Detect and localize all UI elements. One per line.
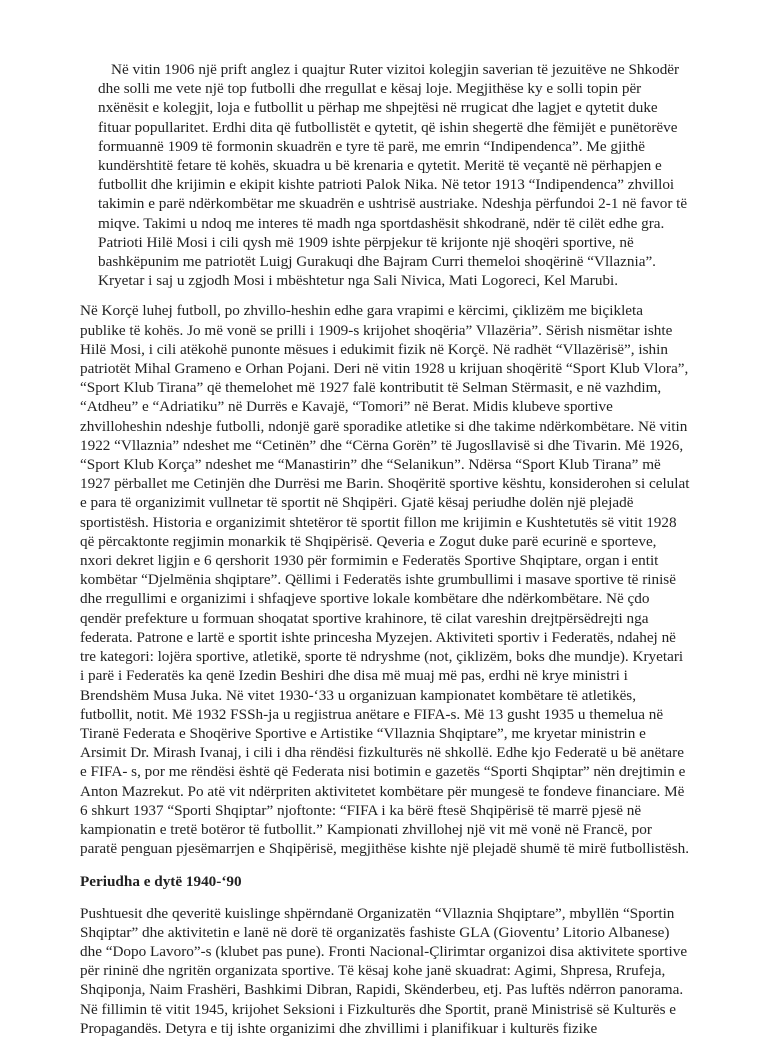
paragraph-history-korce: Në Korçë luhej futboll, po zhvillo-heshin edhe gara vrapimi e kërcimi, çiklizëm me biçikleta publike të kohës. Jo më vonë se prilli i 1909-s krijohet shoqëria” Vllazëria”. Sërish nismëtar ishte Hilë Mosi, i cili atëkohë punonte mësues i edukimit fizik në Korçë. Në radhët “Vllazërisë”, ishin patriotët Mihal Grameno e Orhan Pojani. Deri në vitin 1928 u krijuan shoqëritë “Sport Klub Vlora”, “Sport Klub Tirana” që themelohet më 1927 falë kontributit të Selman Stërmasit, e në vazhdim, “Atdheu” e “Adriatiku” në Durrës e Kavajë, “Tomori” në Berat. Midis klubeve sportive zhvilloheshin ndeshje futbolli, ndonjë garë sporadike atletike si dhe takime ndërkombëtare. Në vitin 1922 “Vllaznia” ndeshet me “Cetinën” dhe “Cërna Gorën” të Jugosllavisë si dhe Tivarin. Më 1926, “Sport Klub Korça” ndeshet me “Manastirin” dhe “Selanikun”. Ndërsa “Sport Klub Tirana” më 1927 përballet me Cetinjën dhe Durrësi me Barin. Shoqëritë sportive kështu, konsiderohen si celulat e para të organizimit vullnetar të sportit në Shqipëri. Gjatë kësaj periudhe dolën një plejadë sportistësh. Historia e organizimit shtetëror të sportit fillon me krijimin e Kushtetutës së vitit 1928 që përcaktonte regjimin monarkik të Shqipërisë. Qeveria e Zogut duke parë ecurinë e sporteve, nxori dekret ligjin e 6 qershorit 1930 për formimin e Federatës Sportive Shqiptare, organ i entit kombëtar “Djelmënia shqiptare”. Qëllimi i Federatës ishte grumbullimi i masave sportive të rinisë dhe rregullimi e organizimi i shfaqjeve sportive lokale kombëtare dhe ndërkombëtare. Në çdo qendër prefekture u formuan shoqatat sportive krahinore, të cilat vareshin drejtpërsëdrejti nga federata. Patrone e lartë e sportit ishte princesha Myzejen. Aktiviteti sportiv i Federatës, ndahej në tre kategori: lojëra sportive, atletikë, sporte të ndryshme (not, çiklizëm, boks dhe mundje). Kryetari i parë i Federatës ka qenë Izedin Beshiri dhe disa më muaj më pas, erdhi në krye ministri i Brendshëm Musa Juka. Në vitet 1930-‘33 u organizuan kampionatet kombëtare të atletikës, futbollit, notit. Më 1932 FSSh-ja u regjistrua anëtare e FIFA-s. Më 13 gusht 1935 u themelua në Tiranë Federata e Shoqërive Sportive e Artistike “Vllaznia Shqiptare”, me kryetar ministrin e Arsimit Dr. Mirash Ivanaj, i cili i dha rëndësi fizkulturës në shkollë. Edhe kjo Federatë u bë anëtare e FIFA- s, por me rëndësi është që Federata nisi botimin e gazetës “Sporti Shqiptar” nën drejtimin e Anton Mazrekut. Po atë vit ndërpriten aktivitetet kombëtare për mungesë te fondeve financiare. Më 6 shkurt 1937 “Sporti Shqiptar” njoftonte: “FIFA i ka bërë ftesë Shqipërisë të marrë pjesë në kampionatin e tretë botëror të futbollit.” Kampionati zhvillohej një vit më vonë në Francë, por paratë penguan pjesëmarrjen e Shqipërisë, megjithëse kishte një plejadë shumë të mirë futbollistësh. [80, 302, 690, 858]
paragraph-period-two: Pushtuesit dhe qeveritë kuislinge shpërndanë Organizatën “Vllaznia Shqiptare”, mbyllën “Sportin Shqiptar” dhe aktivitetin e lanë në dorë të organizatës fashiste GLA (Gioventu’ Litorio Albanese) dhe “Dopo Lavoro”-s (klubet pas pune). Fronti Nacional-Çlirimtar organizoi disa aktivitete sportive për rininë dhe ngritën organizata sportive. Të kësaj kohe janë skuadrat: Agimi, Shpresa, Rrufeja, Shqiponja, Naim Frashëri, Bashkimi Dibran, Rapidi, Skënderbeu, etj. Pas luftës ndërron panorama. Në fillimin të vitit 1945, krijohet Seksioni i Fizkulturës dhe Sportit, pranë Ministrisë së Kulturës e Propagandës. Detyra e tij ishte organizimi dhe zhvillimi i planifikuar i kulturës fizike [80, 904, 688, 1037]
paragraph-history-shkoder: Në vitin 1906 një prift anglez i quajtur Ruter vizitoi kolegjin saverian të jezuitëve ne Shkodër dhe solli me vete një top futbolli dhe rregullat e kësaj loje. Megjithëse ky e solli topin për nxënësit e kolegjit, loja e futbollit u përhap me shpejtësi në rrugicat dhe lagjet e qytetit duke fituar popullaritet. Erdhi dita që futbollistët e qytetit, që ishin shegertë dhe fëmijët e punëtorëve formuannë 1909 të formonin skuadrën e tyre të parë, me emrin “Indipendenca”. Me gjithë kundërshtitë fetare të kohës, skuadra u bë krenaria e qytetit. Meritë të veçantë në përhapjen e futbollit dhe krijimin e ekipit kishte patrioti Palok Nika. Në tetor 1913 “Indipendenca” zhvilloi takimin e parë ndërkombëtar me skuadrën e ushtrisë austriake. Ndeshja përfundoi 2-1 në favor të miqve. Takimi u ndoq me interes të madh nga sportdashësit shkodranë, ndër të cilët edhe gra. Patrioti Hilë Mosi i cili qysh më 1909 ishte përpjekur të krijonte një shoqëri sportive, në bashkëpunim me patriotët Luigj Gurakuqi dhe Bajram Curri themeloi shoqërinë “Vllaznia”. Kryetar i saj u zgjodh Mosi i mbështetur nga Sali Nivica, Mati Logoreci, Kel Marubi. [98, 61, 688, 290]
section-heading: Periudha e dytë 1940-‘90 [80, 873, 242, 891]
document-page [80, 60, 690, 1038]
